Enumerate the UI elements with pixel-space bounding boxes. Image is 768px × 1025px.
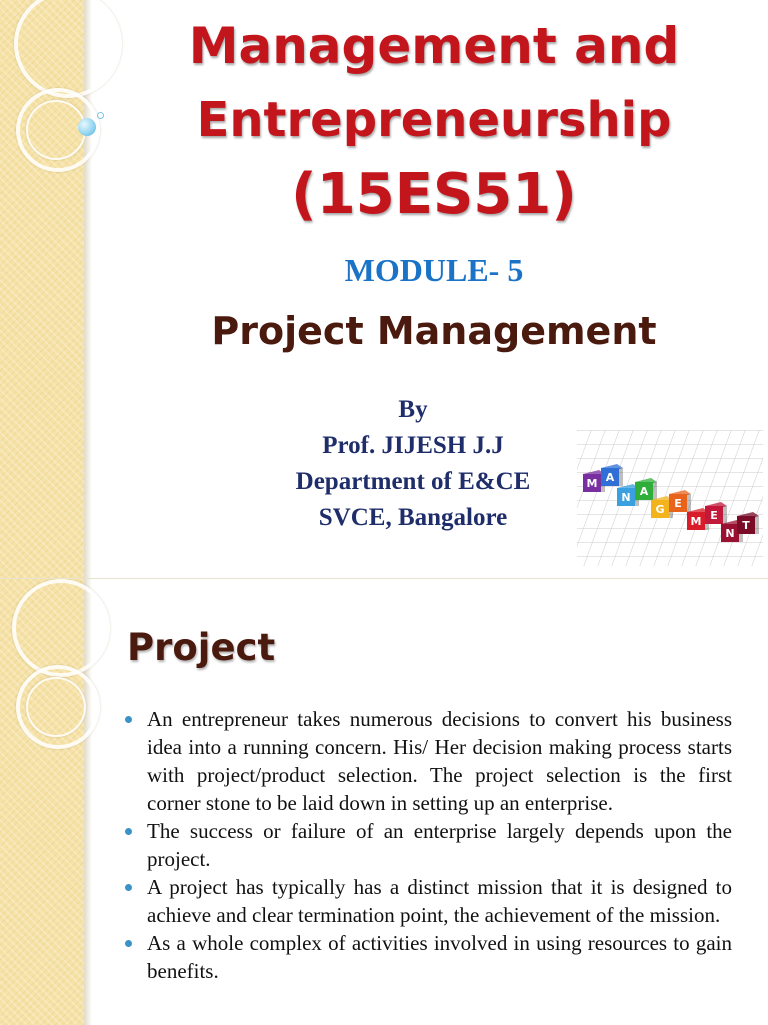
- bullet-icon: [125, 940, 132, 947]
- content-slide: [0, 578, 768, 1025]
- subject-title: Project Management: [211, 309, 657, 353]
- bullet-text: An entrepreneur takes numerous decisions to convert his business idea into a running concern. His/ Her decision making process starts with project/product selection. The project selection is the first corner stone to be laid down in setting up an enterprise.: [147, 707, 732, 815]
- author-institute: SVCE, Bangalore: [318, 504, 508, 531]
- list-item: [124, 929, 732, 985]
- bullet-icon: [125, 716, 132, 723]
- svg-text:G: G: [655, 503, 665, 516]
- list-item: [124, 817, 732, 873]
- list-item: [124, 705, 732, 817]
- letter-block: [635, 478, 657, 500]
- title-line-2: Entrepreneurship: [196, 92, 672, 148]
- svg-text:M: M: [690, 515, 702, 528]
- title-line-3: (15ES51): [291, 162, 577, 227]
- author-block: [243, 392, 583, 536]
- decorative-ring: [12, 579, 110, 677]
- bullet-icon: [125, 828, 132, 835]
- bullet-icon: [125, 884, 132, 891]
- letter-block: [737, 512, 759, 534]
- decorative-ring: [26, 677, 86, 737]
- svg-text:E: E: [674, 497, 682, 510]
- svg-text:N: N: [621, 491, 631, 504]
- svg-text:A: A: [639, 485, 649, 498]
- decorative-bubble: [78, 118, 96, 136]
- module-label: MODULE- 5: [344, 252, 524, 288]
- decorative-ring: [26, 100, 86, 160]
- section-heading: Project: [127, 626, 276, 669]
- title-line-1: Management and: [188, 17, 680, 75]
- svg-text:E: E: [710, 509, 718, 522]
- letter-block: [705, 502, 727, 524]
- author-department: Department of E&CE: [295, 468, 531, 495]
- svg-text:M: M: [586, 477, 598, 490]
- author-by: By: [398, 396, 428, 423]
- author-name: Prof. JIJESH J.J: [322, 432, 504, 459]
- bullet-text: The success or failure of an enterprise largely depends upon the project.: [147, 819, 732, 871]
- letter-block: [601, 464, 623, 486]
- management-blocks-image: [577, 430, 763, 566]
- svg-text:T: T: [742, 519, 750, 532]
- svg-text:A: A: [605, 471, 615, 484]
- letter-block: [669, 490, 691, 512]
- svg-text:N: N: [725, 527, 735, 540]
- bullet-list: [124, 705, 732, 985]
- bullet-text: As a whole complex of activities involved in using resources to gain benefits.: [147, 931, 732, 983]
- list-item: [124, 873, 732, 929]
- bullet-text: A project has typically has a distinct mission that it is designed to achieve and clear termination point, the achievement of the mission.: [147, 875, 732, 927]
